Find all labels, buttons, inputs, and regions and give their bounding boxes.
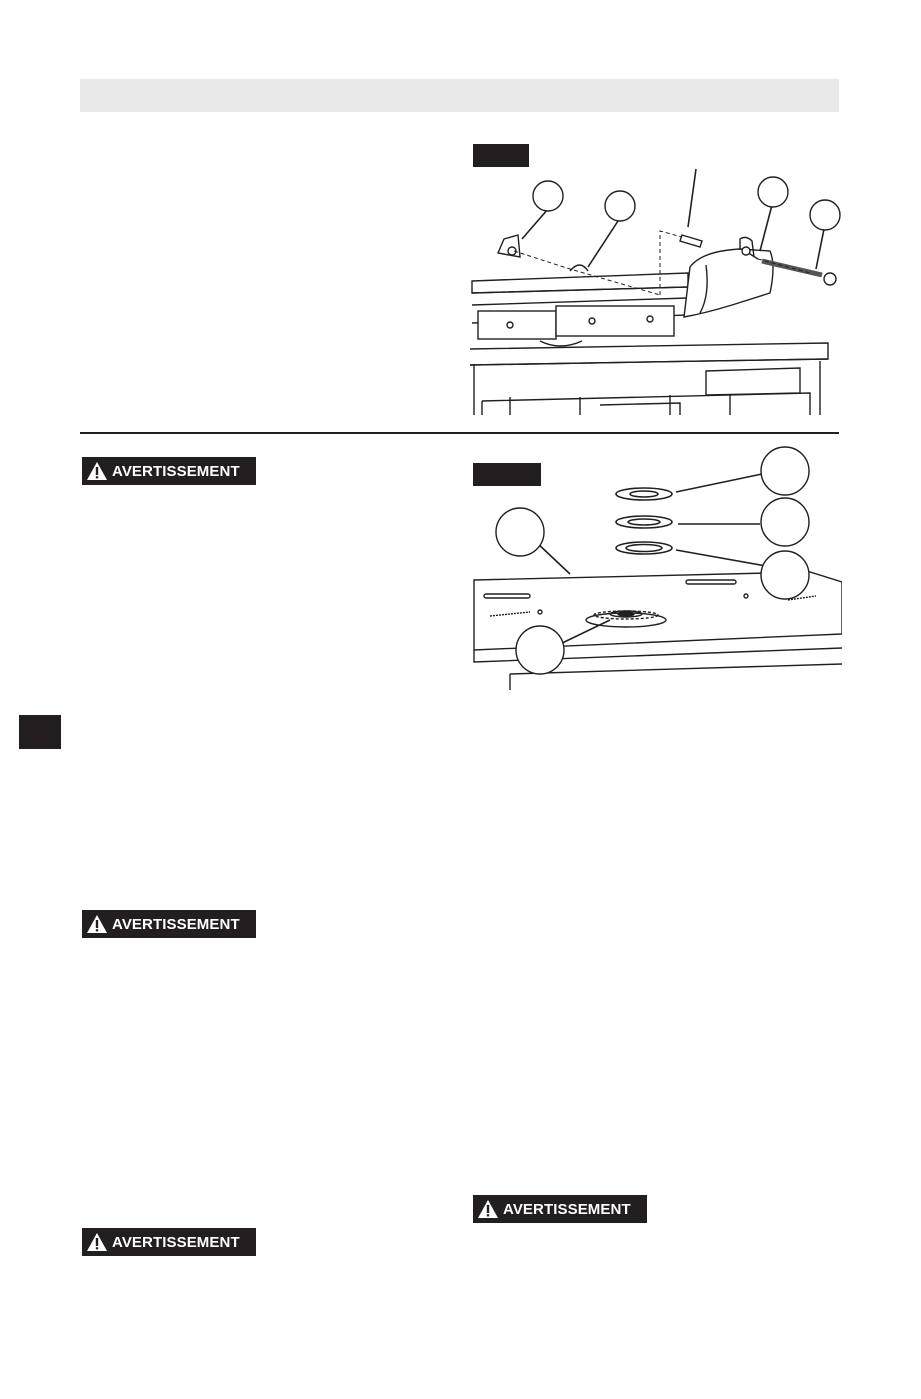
warning-triangle-icon [86,914,108,934]
router-table-drawing [470,235,836,415]
insert-rings [616,488,672,554]
warning-label-text: AVERTISSEMENT [503,1200,631,1218]
warning-triangle-icon [477,1199,499,1219]
figure-2-insert-rings-illustration [470,444,842,690]
warning-triangle-icon [86,461,108,481]
warning-label-1 [82,457,256,485]
warning-label-4 [473,1195,647,1223]
section-divider [80,432,839,434]
warning-label-3 [82,1228,256,1256]
language-side-tab [19,715,61,749]
warning-label-text: AVERTISSEMENT [112,462,240,480]
figure-1-tag [473,144,529,167]
section-header-bar [80,79,839,112]
figure-1-callout-circles [533,177,840,230]
figure-1-fence-assembly-illustration [470,165,842,420]
warning-label-2 [82,910,256,938]
warning-label-text: AVERTISSEMENT [112,915,240,933]
warning-label-text: AVERTISSEMENT [112,1233,240,1251]
warning-triangle-icon [86,1232,108,1252]
